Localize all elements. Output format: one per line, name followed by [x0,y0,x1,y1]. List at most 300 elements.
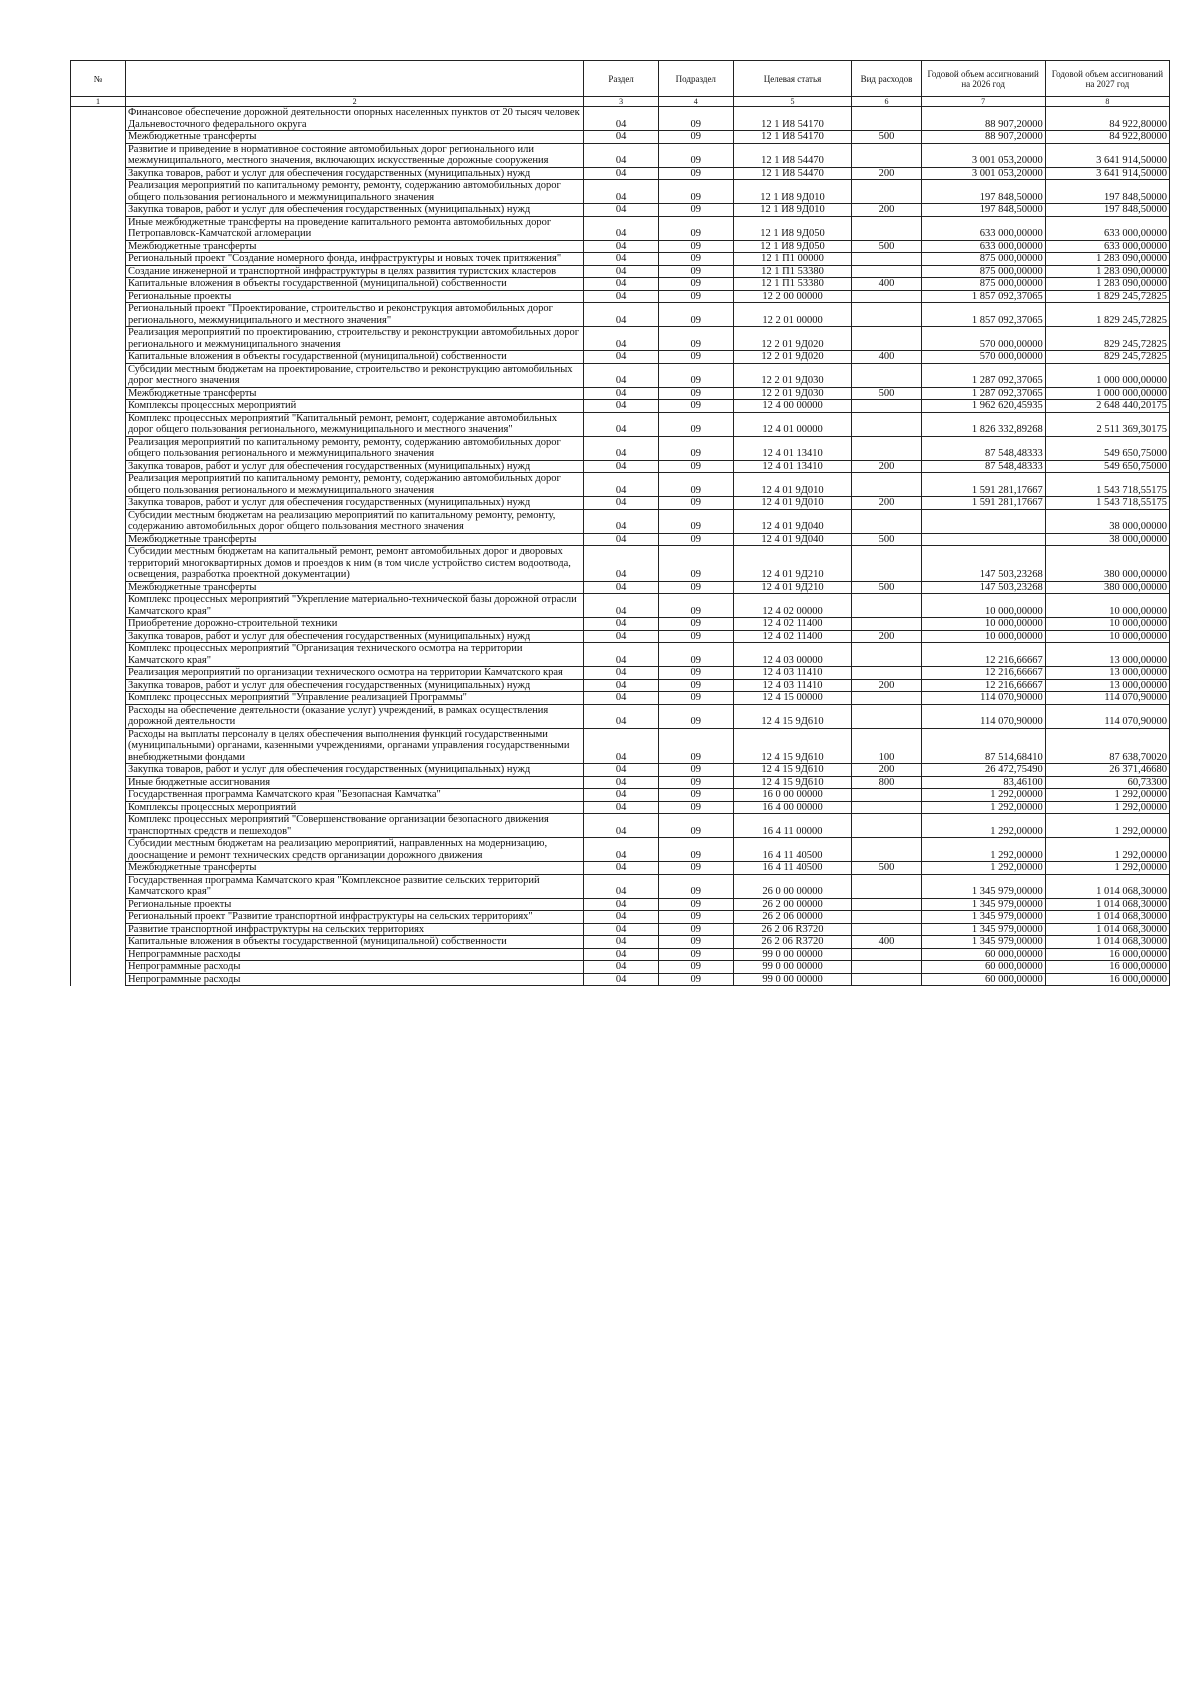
row-podrazdel-cell: 09 [658,387,733,400]
row-2027-cell: 1 014 068,30000 [1045,923,1169,936]
row-vid-cell [852,290,921,303]
row-number-cell [71,923,126,936]
row-vid-cell: 100 [852,728,921,764]
budget-table-sheet [70,60,1170,986]
col-index: 7 [921,97,1045,107]
row-name-cell: Региональные проекты [125,898,583,911]
row-name-cell: Развитие транспортной инфраструктуры на сельских территориях [125,923,583,936]
row-podrazdel-cell: 09 [658,911,733,924]
row-target-cell: 12 2 01 9Д020 [733,351,852,364]
row-2026-cell: 3 001 053,20000 [921,143,1045,167]
row-razdel-cell: 04 [584,630,659,643]
row-name-cell: Финансовое обеспечение дорожной деятельности опорных населенных пунктов от 20 тысяч человек Дальневосточного федерального округа [125,107,583,131]
row-2027-cell: 16 000,00000 [1045,973,1169,986]
row-razdel-cell: 04 [584,862,659,875]
row-2026-cell: 197 848,50000 [921,180,1045,204]
table-row [71,898,1170,911]
row-number-cell [71,594,126,618]
row-target-cell: 12 2 01 9Д020 [733,327,852,351]
row-name-cell: Закупка товаров, работ и услуг для обеспечения государственных (муниципальных) нужд [125,460,583,473]
row-2027-cell: 2 648 440,20175 [1045,400,1169,413]
row-2026-cell: 1 292,00000 [921,838,1045,862]
row-2026-cell: 570 000,00000 [921,327,1045,351]
row-podrazdel-cell: 09 [658,509,733,533]
row-2027-cell: 1 014 068,30000 [1045,874,1169,898]
row-podrazdel-cell: 09 [658,303,733,327]
row-number-cell [71,814,126,838]
row-name-cell: Комплексы процессных мероприятий [125,801,583,814]
table-row [71,460,1170,473]
row-razdel-cell: 04 [584,460,659,473]
row-razdel-cell: 04 [584,911,659,924]
table-row [71,948,1170,961]
row-2026-cell: 60 000,00000 [921,948,1045,961]
row-name-cell: Приобретение дорожно-строительной техники [125,618,583,631]
row-number-cell [71,911,126,924]
row-target-cell: 12 4 01 9Д210 [733,581,852,594]
row-2027-cell: 3 641 914,50000 [1045,167,1169,180]
row-podrazdel-cell: 09 [658,581,733,594]
row-2026-cell: 87 548,48333 [921,436,1045,460]
row-razdel-cell: 04 [584,643,659,667]
row-2027-cell: 10 000,00000 [1045,630,1169,643]
row-number-cell [71,216,126,240]
row-target-cell: 16 4 11 00000 [733,814,852,838]
row-number-cell [71,412,126,436]
row-vid-cell: 400 [852,351,921,364]
row-podrazdel-cell: 09 [658,923,733,936]
row-podrazdel-cell: 09 [658,594,733,618]
row-2027-cell: 1 543 718,55175 [1045,497,1169,510]
row-razdel-cell: 04 [584,533,659,546]
row-vid-cell: 200 [852,460,921,473]
row-target-cell: 12 1 И8 9Д050 [733,216,852,240]
row-number-cell [71,581,126,594]
row-number-cell [71,509,126,533]
row-number-cell [71,618,126,631]
row-podrazdel-cell: 09 [658,618,733,631]
table-row [71,814,1170,838]
row-number-cell [71,898,126,911]
row-razdel-cell: 04 [584,400,659,413]
row-podrazdel-cell: 09 [658,143,733,167]
row-target-cell: 12 4 02 11400 [733,630,852,643]
table-row [71,961,1170,974]
row-number-cell [71,131,126,144]
row-podrazdel-cell: 09 [658,167,733,180]
row-target-cell: 12 1 И8 9Д010 [733,180,852,204]
table-row [71,692,1170,705]
row-2027-cell: 380 000,00000 [1045,581,1169,594]
row-2026-cell [921,533,1045,546]
row-podrazdel-cell: 09 [658,667,733,680]
row-razdel-cell: 04 [584,180,659,204]
row-name-cell: Комплекс процессных мероприятий "Укрепление материально-технической базы дорожной отрасли Камчатского края" [125,594,583,618]
row-vid-cell [852,143,921,167]
table-row [71,643,1170,667]
table-row [71,216,1170,240]
row-2027-cell: 1 543 718,55175 [1045,473,1169,497]
row-vid-cell: 800 [852,776,921,789]
col-index: 4 [658,97,733,107]
row-name-cell: Закупка товаров, работ и услуг для обеспечения государственных (муниципальных) нужд [125,764,583,777]
row-target-cell: 26 0 00 00000 [733,874,852,898]
row-2027-cell: 1 283 090,00000 [1045,265,1169,278]
row-2027-cell: 1 014 068,30000 [1045,911,1169,924]
row-vid-cell [852,303,921,327]
row-2026-cell [921,509,1045,533]
header-target: Целевая статья [733,61,852,97]
row-2027-cell: 1 829 245,72825 [1045,303,1169,327]
row-target-cell: 12 4 15 9Д610 [733,728,852,764]
row-vid-cell [852,412,921,436]
row-vid-cell [852,692,921,705]
row-razdel-cell: 04 [584,253,659,266]
table-row [71,838,1170,862]
row-target-cell: 12 2 00 00000 [733,290,852,303]
row-razdel-cell: 04 [584,363,659,387]
row-podrazdel-cell: 09 [658,290,733,303]
row-vid-cell [852,107,921,131]
table-row [71,253,1170,266]
row-vid-cell [852,898,921,911]
table-row [71,265,1170,278]
row-vid-cell: 500 [852,862,921,875]
row-razdel-cell: 04 [584,838,659,862]
row-name-cell: Комплекс процессных мероприятий "Совершенствование организации безопасного движения транспортных средств и пешеходов" [125,814,583,838]
row-name-cell: Межбюджетные трансферты [125,533,583,546]
row-podrazdel-cell: 09 [658,789,733,802]
row-name-cell: Непрограммные расходы [125,961,583,974]
row-name-cell: Комплексы процессных мероприятий [125,400,583,413]
row-razdel-cell: 04 [584,728,659,764]
row-target-cell: 12 4 01 9Д040 [733,533,852,546]
row-name-cell: Региональные проекты [125,290,583,303]
row-number-cell [71,363,126,387]
row-2027-cell: 84 922,80000 [1045,131,1169,144]
row-razdel-cell: 04 [584,303,659,327]
row-2027-cell: 114 070,90000 [1045,704,1169,728]
row-2026-cell: 87 548,48333 [921,460,1045,473]
row-podrazdel-cell: 09 [658,278,733,291]
row-target-cell: 12 4 15 9Д610 [733,764,852,777]
row-vid-cell [852,789,921,802]
row-vid-cell: 500 [852,533,921,546]
table-row [71,667,1170,680]
row-2026-cell: 10 000,00000 [921,618,1045,631]
table-row [71,290,1170,303]
row-target-cell: 12 1 И8 54170 [733,131,852,144]
row-name-cell: Непрограммные расходы [125,973,583,986]
row-target-cell: 12 2 01 00000 [733,303,852,327]
row-razdel-cell: 04 [584,436,659,460]
row-number-cell [71,253,126,266]
row-2027-cell: 38 000,00000 [1045,509,1169,533]
row-2026-cell: 10 000,00000 [921,630,1045,643]
row-number-cell [71,973,126,986]
row-2026-cell: 60 000,00000 [921,973,1045,986]
row-2027-cell: 10 000,00000 [1045,618,1169,631]
row-number-cell [71,143,126,167]
row-razdel-cell: 04 [584,814,659,838]
row-podrazdel-cell: 09 [658,546,733,582]
row-podrazdel-cell: 09 [658,216,733,240]
row-podrazdel-cell: 09 [658,265,733,278]
table-row [71,776,1170,789]
table-body [71,107,1170,986]
row-number-cell [71,776,126,789]
table-row [71,412,1170,436]
row-number-cell [71,630,126,643]
row-2026-cell: 570 000,00000 [921,351,1045,364]
header-2026: Годовой объем ассигнований на 2026 год [921,61,1045,97]
row-number-cell [71,961,126,974]
row-2027-cell: 633 000,00000 [1045,216,1169,240]
row-2027-cell: 1 283 090,00000 [1045,278,1169,291]
row-name-cell: Иные межбюджетные трансферты на проведение капитального ремонта автомобильных дорог Петропавловск-Камчатской агломерации [125,216,583,240]
row-2027-cell: 2 511 369,30175 [1045,412,1169,436]
row-name-cell: Развитие и приведение в нормативное состояние автомобильных дорог регионального или межмуниципального, местного значения, включающих искусственные дорожные сооружения [125,143,583,167]
table-row [71,911,1170,924]
row-name-cell: Расходы на обеспечение деятельности (оказание услуг) учреждений, в рамках осуществления дорожной деятельности [125,704,583,728]
row-target-cell: 12 4 01 13410 [733,436,852,460]
row-podrazdel-cell: 09 [658,679,733,692]
header-no: № [71,61,126,97]
row-razdel-cell: 04 [584,509,659,533]
row-podrazdel-cell: 09 [658,180,733,204]
row-podrazdel-cell: 09 [658,473,733,497]
table-row [71,180,1170,204]
row-2026-cell: 12 216,66667 [921,679,1045,692]
row-vid-cell [852,667,921,680]
row-2027-cell: 3 641 914,50000 [1045,143,1169,167]
row-2026-cell: 633 000,00000 [921,240,1045,253]
row-target-cell: 12 1 И8 9Д050 [733,240,852,253]
row-target-cell: 12 1 И8 9Д010 [733,204,852,217]
row-name-cell: Межбюджетные трансферты [125,387,583,400]
row-podrazdel-cell: 09 [658,862,733,875]
table-row [71,728,1170,764]
row-razdel-cell: 04 [584,265,659,278]
row-name-cell: Капитальные вложения в объекты государственной (муниципальной) собственности [125,351,583,364]
row-razdel-cell: 04 [584,240,659,253]
row-razdel-cell: 04 [584,412,659,436]
row-2027-cell: 1 292,00000 [1045,838,1169,862]
row-2026-cell: 1 345 979,00000 [921,923,1045,936]
row-2026-cell: 1 591 281,17667 [921,497,1045,510]
row-vid-cell: 500 [852,240,921,253]
row-number-cell [71,936,126,949]
row-number-cell [71,692,126,705]
row-number-cell [71,497,126,510]
row-2026-cell: 1 292,00000 [921,801,1045,814]
row-podrazdel-cell: 09 [658,838,733,862]
row-vid-cell [852,546,921,582]
row-target-cell: 16 4 00 00000 [733,801,852,814]
row-2027-cell: 84 922,80000 [1045,107,1169,131]
row-vid-cell [852,265,921,278]
row-number-cell [71,303,126,327]
row-2026-cell: 1 292,00000 [921,789,1045,802]
row-2027-cell: 1 829 245,72825 [1045,290,1169,303]
row-vid-cell [852,801,921,814]
row-vid-cell [852,180,921,204]
row-podrazdel-cell: 09 [658,704,733,728]
row-razdel-cell: 04 [584,973,659,986]
row-razdel-cell: 04 [584,801,659,814]
row-2027-cell: 549 650,75000 [1045,436,1169,460]
row-podrazdel-cell: 09 [658,327,733,351]
row-name-cell: Капитальные вложения в объекты государственной (муниципальной) собственности [125,278,583,291]
row-2026-cell: 875 000,00000 [921,265,1045,278]
row-2026-cell: 633 000,00000 [921,216,1045,240]
row-target-cell: 12 4 01 9Д010 [733,473,852,497]
row-2027-cell: 16 000,00000 [1045,961,1169,974]
row-podrazdel-cell: 09 [658,131,733,144]
row-2027-cell: 13 000,00000 [1045,643,1169,667]
row-2027-cell: 633 000,00000 [1045,240,1169,253]
row-2026-cell: 1 345 979,00000 [921,898,1045,911]
row-name-cell: Межбюджетные трансферты [125,862,583,875]
row-2027-cell: 13 000,00000 [1045,667,1169,680]
row-razdel-cell: 04 [584,874,659,898]
row-2026-cell: 1 345 979,00000 [921,874,1045,898]
row-target-cell: 12 4 15 9Д610 [733,704,852,728]
table-row [71,581,1170,594]
table-row [71,351,1170,364]
row-razdel-cell: 04 [584,936,659,949]
row-number-cell [71,265,126,278]
row-name-cell: Комплекс процессных мероприятий "Управление реализацией Программы" [125,692,583,705]
header-name [125,61,583,97]
row-razdel-cell: 04 [584,546,659,582]
row-2027-cell: 13 000,00000 [1045,679,1169,692]
row-razdel-cell: 04 [584,473,659,497]
col-index: 8 [1045,97,1169,107]
row-podrazdel-cell: 09 [658,400,733,413]
row-2026-cell: 26 472,75490 [921,764,1045,777]
row-target-cell: 12 4 01 13410 [733,460,852,473]
row-razdel-cell: 04 [584,327,659,351]
row-vid-cell: 500 [852,581,921,594]
row-vid-cell [852,216,921,240]
row-razdel-cell: 04 [584,961,659,974]
row-vid-cell [852,838,921,862]
row-2026-cell: 1 591 281,17667 [921,473,1045,497]
row-vid-cell [852,814,921,838]
table-row [71,400,1170,413]
row-number-cell [71,327,126,351]
row-number-cell [71,667,126,680]
row-podrazdel-cell: 09 [658,630,733,643]
row-target-cell: 16 4 11 40500 [733,838,852,862]
row-name-cell: Расходы на выплаты персоналу в целях обеспечения выполнения функций государственными (муниципальными) органами, казенными учреждениями, органами управления государственными внебюджетными фондами [125,728,583,764]
row-podrazdel-cell: 09 [658,948,733,961]
row-name-cell: Реализация мероприятий по организации технического осмотра на территории Камчатского края [125,667,583,680]
row-2027-cell: 380 000,00000 [1045,546,1169,582]
row-2026-cell: 197 848,50000 [921,204,1045,217]
row-2026-cell: 1 826 332,89268 [921,412,1045,436]
row-target-cell: 26 2 00 00000 [733,898,852,911]
row-target-cell: 26 2 06 R3720 [733,923,852,936]
table-row [71,204,1170,217]
row-2026-cell: 1 287 092,37065 [921,363,1045,387]
row-razdel-cell: 04 [584,204,659,217]
table-row [71,973,1170,986]
row-2026-cell: 88 907,20000 [921,107,1045,131]
row-vid-cell [852,923,921,936]
row-podrazdel-cell: 09 [658,936,733,949]
table-row [71,923,1170,936]
row-number-cell [71,351,126,364]
table-row [71,679,1170,692]
row-name-cell: Государственная программа Камчатского края "Комплексное развитие сельских территорий Камчатского края" [125,874,583,898]
row-vid-cell [852,436,921,460]
row-razdel-cell: 04 [584,594,659,618]
table-row [71,278,1170,291]
row-number-cell [71,180,126,204]
row-number-cell [71,107,126,131]
col-index: 5 [733,97,852,107]
header-row [71,61,1170,97]
table-row [71,874,1170,898]
row-target-cell: 12 1 П1 53380 [733,278,852,291]
row-2026-cell: 147 503,23268 [921,581,1045,594]
row-number-cell [71,679,126,692]
row-name-cell: Субсидии местным бюджетам на капитальный ремонт, ремонт автомобильных дорог и дворовых территорий многоквартирных домов и проездов к ним (в том числе устройство систем водоотвода, освещения, разработка проектной документации) [125,546,583,582]
row-vid-cell [852,948,921,961]
row-razdel-cell: 04 [584,290,659,303]
row-razdel-cell: 04 [584,107,659,131]
row-razdel-cell: 04 [584,679,659,692]
row-target-cell: 99 0 00 00000 [733,961,852,974]
row-target-cell: 12 4 15 9Д610 [733,776,852,789]
row-vid-cell: 400 [852,936,921,949]
row-podrazdel-cell: 09 [658,764,733,777]
row-vid-cell [852,704,921,728]
row-2027-cell: 1 292,00000 [1045,862,1169,875]
row-number-cell [71,278,126,291]
row-podrazdel-cell: 09 [658,412,733,436]
row-name-cell: Субсидии местным бюджетам на проектирование, строительство и реконструкцию автомобильных дорог местного значения [125,363,583,387]
row-podrazdel-cell: 09 [658,436,733,460]
row-2027-cell: 1 000 000,00000 [1045,387,1169,400]
row-razdel-cell: 04 [584,497,659,510]
row-podrazdel-cell: 09 [658,240,733,253]
row-name-cell: Комплекс процессных мероприятий "Организация технического осмотра на территории Камчатского края" [125,643,583,667]
row-podrazdel-cell: 09 [658,533,733,546]
row-name-cell: Создание инженерной и транспортной инфраструктуры в целях развития туристских кластеров [125,265,583,278]
row-2026-cell: 114 070,90000 [921,692,1045,705]
table-row [71,143,1170,167]
table-row [71,473,1170,497]
row-2027-cell: 1 292,00000 [1045,789,1169,802]
row-name-cell: Субсидии местным бюджетам на реализацию мероприятий по капитальному ремонту, ремонту, содержанию автомобильных дорог общего пользования местного значения [125,509,583,533]
row-2026-cell: 1 345 979,00000 [921,911,1045,924]
row-name-cell: Непрограммные расходы [125,948,583,961]
row-vid-cell: 200 [852,497,921,510]
row-2027-cell: 16 000,00000 [1045,948,1169,961]
row-target-cell: 12 4 15 00000 [733,692,852,705]
row-vid-cell [852,473,921,497]
row-name-cell: Региональный проект "Развитие транспортной инфраструктуры на сельских территориях" [125,911,583,924]
row-2026-cell: 60 000,00000 [921,961,1045,974]
row-vid-cell [852,874,921,898]
row-number-cell [71,167,126,180]
row-number-cell [71,789,126,802]
row-vid-cell [852,509,921,533]
row-razdel-cell: 04 [584,216,659,240]
